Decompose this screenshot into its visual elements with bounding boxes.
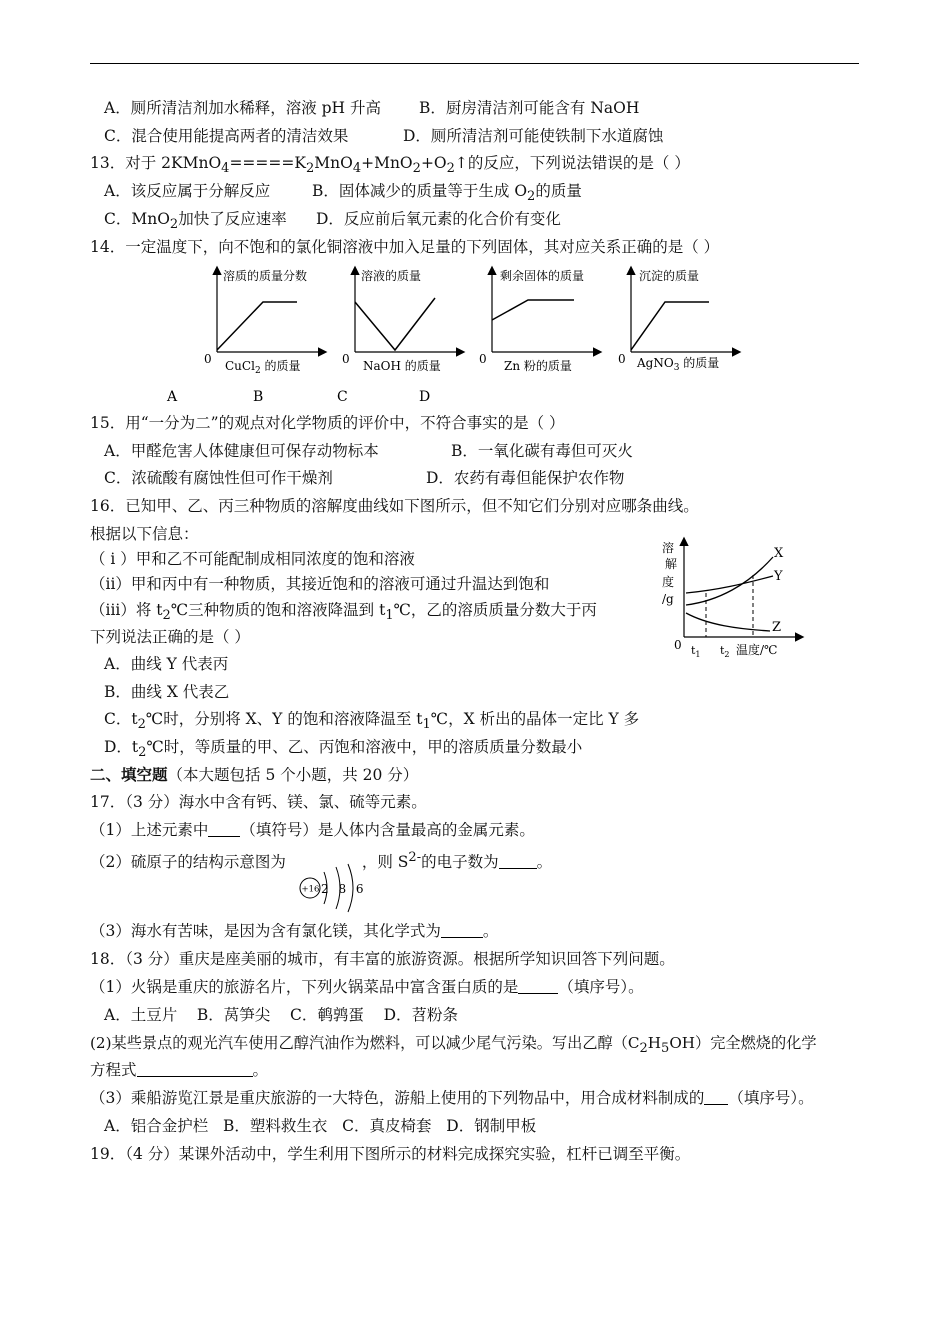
graph-d xyxy=(419,268,739,405)
q16-stem: 16．已知甲、乙、丙三种物质的溶解度曲线如下图所示，但不知它们分别对应哪条曲线。 xyxy=(90,497,699,515)
q18-stem: 18．（3 分）重庆是座美丽的城市，有丰富的旅游资源。根据所学知识回答下列问题。 xyxy=(90,950,675,968)
q18-part3-options: A．铝合金护栏 B．塑料救生衣 C．真皮椅套 D．钢制甲板 xyxy=(104,1117,537,1135)
q17-part1: （1）上述元素中 （填符号）是人体内含量最高的金属元素。 xyxy=(90,821,535,839)
graph-d-origin: 0 xyxy=(618,352,626,366)
q16-ylabel-2: 解 xyxy=(665,557,678,571)
graph-b-xlabel: NaOH 的质量 xyxy=(363,359,441,373)
q18-blank-3 xyxy=(704,1089,728,1105)
q16-t2: $t_2$ xyxy=(720,644,730,659)
graph-b-origin: 0 xyxy=(342,352,350,366)
q17-blank-2 xyxy=(499,853,537,869)
q17-blank-3 xyxy=(441,922,483,938)
q16-ylabel-3: 度 xyxy=(662,575,675,589)
curve-x-label: X xyxy=(774,546,784,561)
q15-option-d: D．农药有毒但能保护农作物 xyxy=(426,469,625,487)
q14-stem: 14．一定温度下，向不饱和的氯化铜溶液中加入足量的下列固体，其对应关系正确的是（ ） xyxy=(90,238,720,256)
q18-part2-line1: (2)某些景点的观光汽车使用乙醇汽油作为燃料，可以减少尾气污染。写出乙醇$(C_2H_5OH)$完全燃烧的化学 xyxy=(90,1034,817,1057)
graph-c-letter: C xyxy=(337,389,348,405)
q13-option-b: B．固体减少的质量等于生成 $O_2$的质量 xyxy=(312,182,582,205)
q16-xlabel: 温度/℃ xyxy=(736,643,778,657)
q18-part1: （1）火锅是重庆的旅游名片，下列火锅菜品中富含蛋白质的是 （填序号）。 xyxy=(90,978,644,996)
q17-part2: （2）硫原子的结构示意图为 ，则 $S^{2-}$的电子数为 。 xyxy=(90,850,553,872)
section-2-heading: 二、填空题（本大题包括 5 个小题，共 20 分） xyxy=(90,765,419,784)
curve-z-label: Z xyxy=(772,620,782,635)
q16-origin: 0 xyxy=(674,638,682,652)
q18-part3: （3）乘船游览江景是重庆旅游的一大特色，游船上使用的下列物品中，用合成材料制成的 （填序号）。 xyxy=(90,1089,814,1107)
graph-b-ylabel: 溶液的质量 xyxy=(361,269,422,283)
q16-option-d: D．$t_2℃$时，等质量的甲、乙、丙饱和溶液中，甲的溶质质量分数最小 xyxy=(104,738,583,761)
q16-info-ii: （ii）甲和丙中有一种物质，其接近饱和的溶液可通过升温达到饱和 xyxy=(90,575,550,593)
q16-option-b: B．曲线 X 代表乙 xyxy=(104,683,230,701)
q13-stem: 13．对于 $2KMnO_4=====K_2MnO_4+MnO_2+O_2↑$的反应，下列说法错误的是（ ） xyxy=(90,154,690,177)
graph-d-letter: D xyxy=(419,389,431,405)
q13-option-d: D．反应前后氧元素的化合价有变化 xyxy=(316,210,561,228)
q15-option-c: C．浓硫酸有腐蚀性但可作干燥剂 xyxy=(104,469,333,487)
q12-option-d: D．厕所清洁剂可能使铁制下水道腐蚀 xyxy=(403,127,664,145)
q16-ylabel-4: /g xyxy=(662,592,674,606)
q12-option-a: A．厕所清洁剂加水稀释，溶液 pH 升高 xyxy=(104,99,381,117)
graph-a-xlabel: CuCl$_2$ 的质量 xyxy=(225,359,301,376)
q16-info-iii: （iii）将 $t_2℃$三种物质的饱和溶液降温到 $t_1℃$，乙的溶质质量分数大于丙 xyxy=(90,601,597,624)
electron-shells: 2 8 6 xyxy=(321,882,367,896)
q16-t1: $t_1$ xyxy=(691,644,701,659)
q16-info-i: （ i ）甲和乙不可能配制成相同浓度的饱和溶液 xyxy=(90,550,415,568)
q19-stem: 19．（4 分）某课外活动中，学生利用下图所示的材料完成探究实验，杠杆已调至平衡。 xyxy=(90,1145,691,1163)
q18-part2-line2: 方程式 。 xyxy=(90,1061,269,1079)
graph-a xyxy=(166,268,325,405)
q17-blank-1 xyxy=(208,821,240,837)
q12-option-c: C．混合使用能提高两者的清洁效果 xyxy=(104,127,349,145)
graph-b xyxy=(253,268,463,405)
graph-d-ylabel: 沉淀的质量 xyxy=(639,269,700,283)
graph-b-letter: B xyxy=(253,389,264,405)
q13-option-c: C．MnO$_2$加快了反应速率 xyxy=(104,210,287,233)
curve-y xyxy=(686,576,773,593)
curve-y-label: Y xyxy=(774,569,783,584)
q17-stem: 17．（3 分）海水中含有钙、镁、氯、硫等元素。 xyxy=(90,793,427,811)
q18-blank-1 xyxy=(518,978,558,994)
q15-option-b: B．一氧化碳有毒但可灭火 xyxy=(451,442,633,460)
graph-c xyxy=(337,268,600,405)
graph-a-letter: A xyxy=(167,389,178,405)
q13-option-a: A．该反应属于分解反应 xyxy=(104,182,271,200)
q16-option-c: C．$t_2℃$时，分别将 X、Y 的饱和溶液降温至 $t_1℃$，X 析出的晶体一定比 Y 多 xyxy=(104,710,640,733)
svg-text:+16: +16 xyxy=(301,884,320,895)
graph-c-xlabel: Zn 粉的质量 xyxy=(504,359,572,373)
q14-graphs xyxy=(167,262,755,412)
graph-a-ylabel: 溶质的质量分数 xyxy=(223,269,308,283)
q12-option-b: B．厨房清洁剂可能含有 NaOH xyxy=(419,99,640,117)
q18-blank-2 xyxy=(137,1061,253,1077)
q15-option-a: A．甲醛危害人体健康但可保存动物标本 xyxy=(104,442,379,460)
q16-solubility-graph xyxy=(658,535,808,660)
graph-c-ylabel: 剩余固体的质量 xyxy=(500,269,585,283)
curve-x xyxy=(686,557,773,605)
q18-part1-options: A．土豆片 B．莴笋尖 C．鹌鹑蛋 D．苕粉条 xyxy=(104,1006,458,1024)
q16-ask: 下列说法正确的是（ ） xyxy=(90,628,250,646)
graph-c-origin: 0 xyxy=(479,352,487,366)
graph-a-origin: 0 xyxy=(204,352,212,366)
curve-z xyxy=(686,613,770,631)
q16-info: 根据以下信息： xyxy=(90,525,199,543)
q17-part3: （3）海水有苦味，是因为含有氯化镁，其化学式为 。 xyxy=(90,922,499,940)
q16-ylabel-1: 溶 xyxy=(662,541,675,555)
q15-stem: 15．用“一分为二”的观点对化学物质的评价中，不符合事实的是（ ） xyxy=(90,414,565,432)
sulfur-atom-diagram xyxy=(298,862,368,914)
q16-option-a: A．曲线 Y 代表丙 xyxy=(104,655,229,673)
header-rule xyxy=(90,63,859,64)
graph-d-xlabel: AgNO$_3$ 的质量 xyxy=(637,356,720,373)
